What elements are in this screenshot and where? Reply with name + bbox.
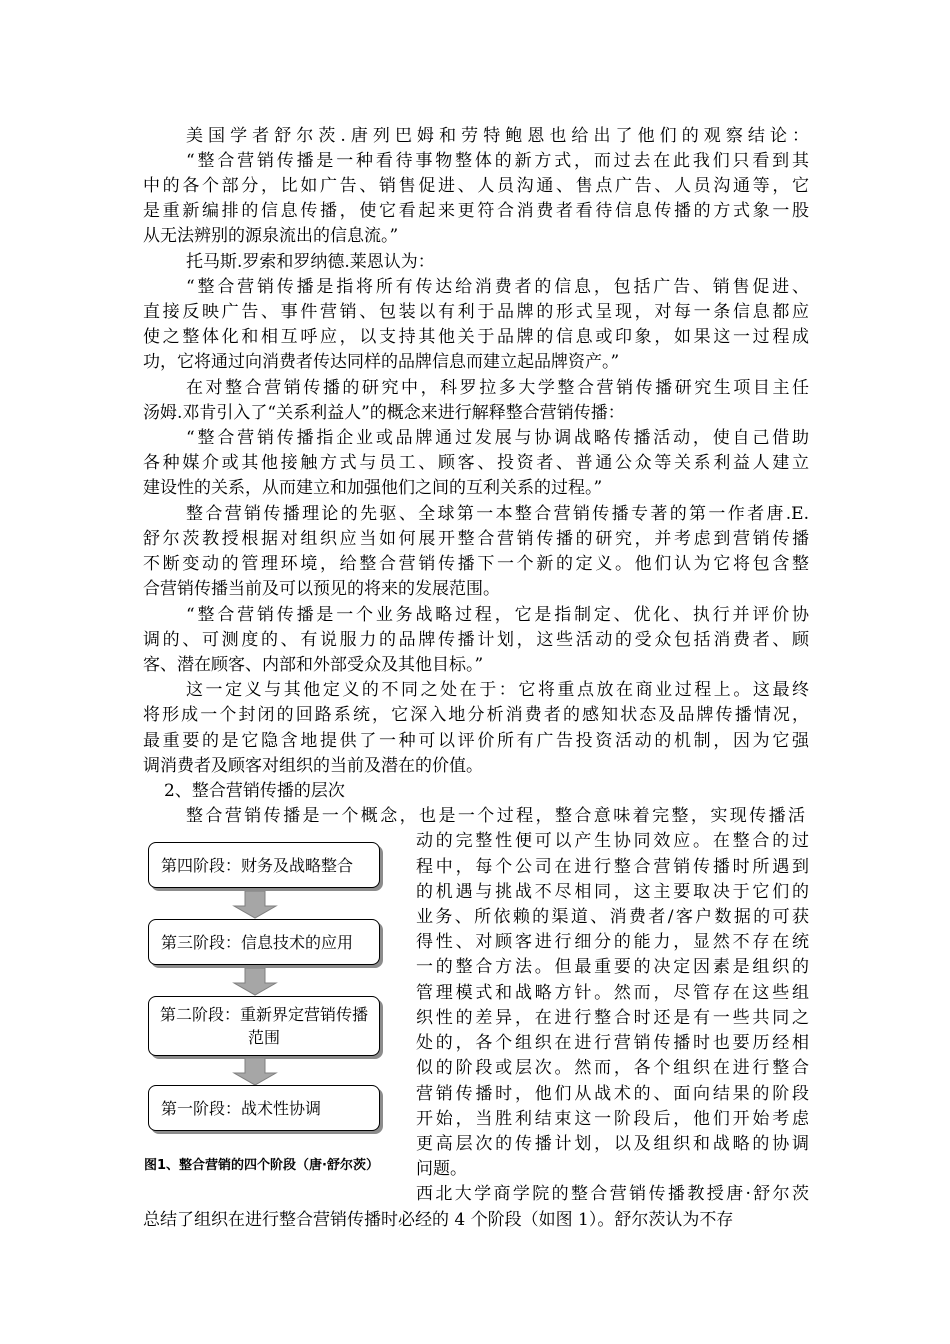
paragraph-line: 织性的差异，在进行整合时还是有一些共同之 xyxy=(416,1008,809,1028)
paragraph-line: 营销传播时，他们从战术的、面向结果的阶段 xyxy=(416,1084,809,1104)
stage-4-box: 第四阶段：财务及战略整合 xyxy=(148,842,380,888)
paragraph-line: 从无法辨别的源泉流出的信息流。” xyxy=(143,226,399,246)
paragraph-line: 调消费者及顾客对组织的当前及潜在的价值。 xyxy=(143,756,483,776)
stage-3-box: 第三阶段：信息技术的应用 xyxy=(148,919,380,965)
paragraph-line: 中的各个部分，比如广告、销售促进、人员沟通、售点广告、人员沟通等，它 xyxy=(143,176,809,196)
paragraph-line: 在对整合营销传播的研究中，科罗拉多大学整合营销传播研究生项目主任 xyxy=(186,378,809,398)
paragraph-line: 似的阶段或层次。然而，各个组织在进行整合 xyxy=(416,1058,809,1078)
paragraph-line: 整合营销传播是一个概念，也是一个过程，整合意味着完整，实现传播活 xyxy=(186,806,805,826)
paragraph-line: 各种媒介或其他接触方式与员工、顾客、投资者、普通公众等关系利益人建立 xyxy=(143,453,809,473)
paragraph-line: 直接反映广告、事件营销、包装以有利于品牌的形式呈现，对每一条信息都应 xyxy=(143,302,809,322)
paragraph-line: 舒尔茨教授根据对组织应当如何展开整合营销传播的研究，并考虑到营销传播 xyxy=(143,529,809,549)
paragraph-line: 开始，当胜利结束这一阶段后，他们开始考虑 xyxy=(416,1109,809,1129)
paragraph-line: 使之整体化和相互呼应，以支持其他关于品牌的信息或印象，如果这一过程成 xyxy=(143,327,809,347)
paragraph-line: 不断变动的管理环境，给整合营销传播下一个新的定义。他们认为它将包含整 xyxy=(143,554,809,574)
paragraph-line: 建设性的关系，从而建立和加强他们之间的互利关系的过程。” xyxy=(143,478,603,498)
down-arrow-icon xyxy=(232,1058,278,1086)
paragraph-line: 美国学者舒尔茨.唐列巴姆和劳特鲍恩也给出了他们的观察结论： xyxy=(186,126,809,146)
paragraph-line: 是重新编排的信息传播，使它看起来更符合消费者看待信息传播的方式象一股 xyxy=(143,201,809,221)
paragraph-line: 整合营销传播理论的先驱、全球第一本整合营销传播专著的第一作者唐.E. xyxy=(186,504,809,524)
paragraph-line: 动的完整性便可以产生协同效应。在整合的过 xyxy=(416,831,809,851)
stage-2-box: 第二阶段：重新界定营销传播范围 xyxy=(148,996,380,1056)
paragraph-line: “整合营销传播是指将所有传达给消费者的信息，包括广告、销售促进、 xyxy=(186,277,809,297)
paragraph-line: 汤姆.邓肯引入了“关系利益人”的概念来进行解释整合营销传播： xyxy=(143,403,625,423)
paragraph-line: “整合营销传播是一个业务战略过程，它是指制定、优化、执行并评价协 xyxy=(186,605,809,625)
paragraph-line: 一的整合方法。但最重要的决定因素是组织的 xyxy=(416,957,809,977)
paragraph-line: 更高层次的传播计划，以及组织和战略的协调 xyxy=(416,1134,809,1154)
paragraph-line: 得性、对顾客进行细分的能力，显然不存在统 xyxy=(416,932,809,952)
down-arrow-icon xyxy=(232,891,278,919)
paragraph-line: 功，它将通过向消费者传达同样的品牌信息而建立起品牌资产。” xyxy=(143,352,620,372)
stage-1-box: 第一阶段：战术性协调 xyxy=(148,1085,380,1131)
paragraph-line: “整合营销传播是一种看待事物整体的新方式，而过去在此我们只看到其 xyxy=(186,151,809,171)
paragraph-line: 调的、可测度的、有说服力的品牌传播计划，这些活动的受众包括消费者、顾 xyxy=(143,630,809,650)
paragraph-line: 托马斯.罗索和罗纳德.莱恩认为： xyxy=(186,252,435,272)
paragraph-line: 客、潜在顾客、内部和外部受众及其他目标。” xyxy=(143,655,484,675)
paragraph-line: 合营销传播当前及可以预见的将来的发展范围。 xyxy=(143,579,500,599)
paragraph-line: 管理模式和战略方针。然而，尽管存在这些组 xyxy=(416,983,809,1003)
paragraph-line: 总结了组织在进行整合营销传播时必经的 4 个阶段（如图 1）。舒尔茨认为不存 xyxy=(143,1210,734,1230)
paragraph-line: “整合营销传播指企业或品牌通过发展与协调战略传播活动，使自己借助 xyxy=(186,428,809,448)
paragraph-line: 处的，各个组织在进行营销传播时也要历经相 xyxy=(416,1033,809,1053)
paragraph-line: 这一定义与其他定义的不同之处在于：它将重点放在商业过程上。这最终 xyxy=(186,680,809,700)
down-arrow-icon xyxy=(232,968,278,996)
paragraph-line: 业务、所依赖的渠道、消费者/客户数据的可获 xyxy=(416,907,809,927)
paragraph-line: 问题。 xyxy=(416,1159,467,1179)
paragraph-line: 西北大学商学院的整合营销传播教授唐·舒尔茨 xyxy=(416,1184,809,1204)
section-heading: 2、整合营销传播的层次 xyxy=(164,781,345,801)
paragraph-line: 程中，每个公司在进行整合营销传播时所遇到 xyxy=(416,857,809,877)
figure-caption: 图1、整合营销的四个阶段（唐·舒尔茨） xyxy=(144,1158,379,1173)
paragraph-line: 最重要的是它隐含地提供了一种可以评价所有广告投资活动的机制，因为它强 xyxy=(143,731,809,751)
paragraph-line: 将形成一个封闭的回路系统，它深入地分析消费者的感知状态及品牌传播情况， xyxy=(143,705,809,725)
paragraph-line: 的机遇与挑战不尽相同，这主要取决于它们的 xyxy=(416,882,809,902)
